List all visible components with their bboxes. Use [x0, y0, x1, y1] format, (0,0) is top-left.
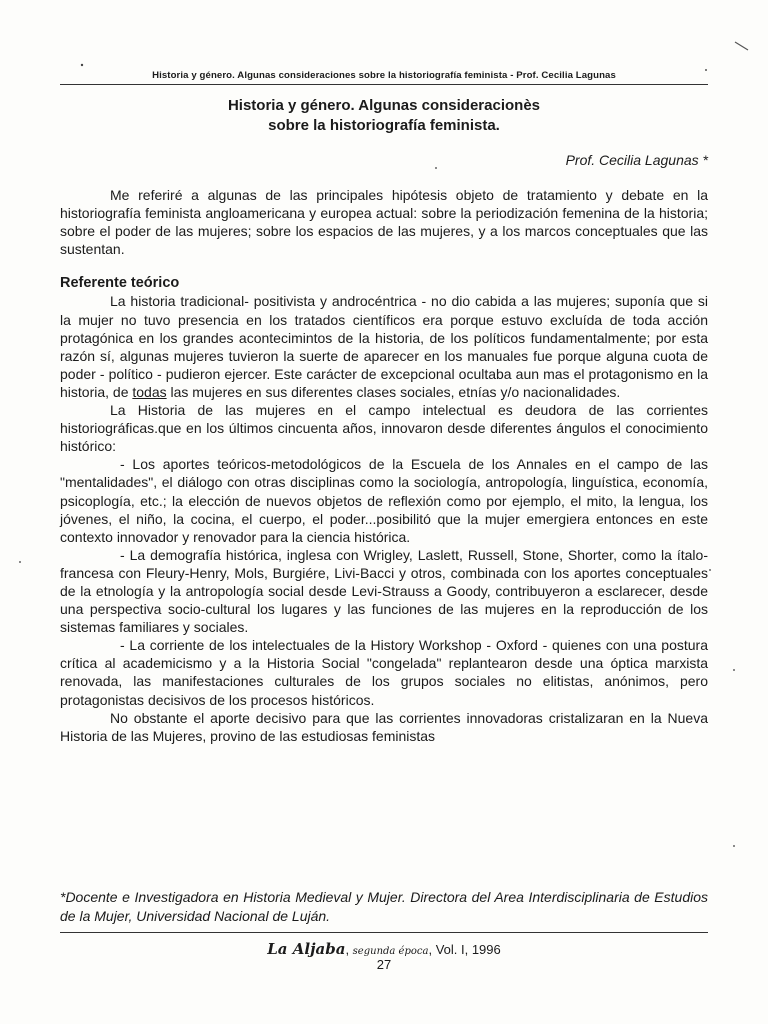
scan-dot [19, 561, 21, 563]
journal-volume: Vol. I, 1996 [435, 942, 501, 957]
footnote: *Docente e Investigadora en Historia Medieval y Mujer. Directora del Area Interdisciplinaria de Estudios de la Mujer, Universidad Nacional de Luján. [60, 889, 708, 924]
scan-mark [735, 42, 748, 50]
scan-dot [705, 69, 707, 71]
section-heading: Referente teórico [60, 275, 180, 292]
author-byline: Prof. Cecilia Lagunas * [565, 152, 708, 168]
article-title-line-2: sobre la historiografía feminista. [268, 117, 500, 134]
paragraph-3: - Los aportes teóricos-metodológicos de la Escuela de los Annales en el campo de las "mentalidades", el diálogo con otras disciplinas como la sociología, antropología, linguística, economía, psicoplogía, etc.; la elección de nuevos objetos de reflexión como por ejemplo, el mito, la lengua, los jóvenes, el niño, la cocina, el cuerpo, el poder...posibilitó que la mujer emergiera entonces en este contexto innovador y renovador para la ciencia histórica. [60, 456, 708, 545]
journal-logo: La Aljaba [267, 940, 346, 958]
scan-dot [733, 669, 735, 671]
scan-dot [435, 167, 437, 169]
scan-dot [733, 845, 735, 847]
page-number: 27 [376, 957, 392, 972]
running-header: Historia y género. Algunas consideraciones sobre la historiografía feminista - Prof. Cecilia Lagunas [60, 70, 708, 85]
article-title-line-1: Historia y género. Algunas consideracionès [227, 97, 541, 114]
comma-separator-2: , [428, 942, 436, 957]
intro-paragraph: Me referiré a algunas de las principales hipótesis objeto de tratamiento y debate en la historiografía feminista angloamericana y europea actual: sobre la periodización femenina de la historia; sobre el poder de las mujeres; sobre los espacios de las mujeres, y a los marcos conceptuales que las sustentan. [60, 187, 708, 258]
scan-dot [81, 64, 83, 66]
scan-dot [709, 569, 711, 571]
paragraph-6: No obstante el aporte decisivo para que las corrientes innovadoras cristalizaran en la Nueva Historia de las Mujeres, provino de las estudiosas feministas [60, 709, 708, 744]
paragraph-5: - La corriente de los intelectuales de la History Workshop - Oxford - quienes con una postura crítica al academicismo y a la Historia Social "congelada" replantearon desde una óptica marxista renovada, las manifestaciones culturales de los grupos sociales no elitistas, anónimos, pero protagonistas decisivos de los procesos históricos. [60, 637, 708, 708]
comma-separator: , [345, 942, 353, 957]
paragraph-1-text-b: las mujeres en sus diferentes clases sociales, etnías y/o nacionalidades. [166, 383, 621, 400]
journal-series: segunda época [352, 946, 429, 957]
paragraph-1-text-a: La historia tradicional- positivista y androcéntrica - no dio cabida a las mujeres; suponía que si la mujer no tuvo presencia en los tratados científicos era porque estuvo excluída de toda acción protagónica en los grandes acontecimintos de la historia, de los políticos fundamentalmente; por esta razón sí, algunas mujeres tuvieron la suerte de aparecer en los manuales fue porque alguna cuota de poder - político - pudieron ejercer. Este carácter de excepcional ocultaba aun mas el protagonismo en la historia, de [60, 293, 708, 400]
underlined-word: todas [132, 383, 167, 400]
paragraph-4: - La demografía histórica, inglesa con Wrigley, Laslett, Russell, Stone, Shorter, como la ítalo-francesa con Fleury-Henry, Mols, Burgiére, Livi-Bacci y otros, combinada con los aportes conceptuales de la etnología y la antropología social desde Levi-Strauss a Goody, contribuyeron a esclarecer, desde una perspectiva socio-cultural los lugares y las funciones de las mujeres en la reproducción de los sistemas familiares y sociales. [60, 546, 708, 636]
paragraph-2: La Historia de las mujeres en el campo intelectual es deudora de las corrientes historiográficas.que en los últimos cincuenta años, innovaron desde diferentes ángulos el conocimiento histórico: [60, 402, 708, 455]
